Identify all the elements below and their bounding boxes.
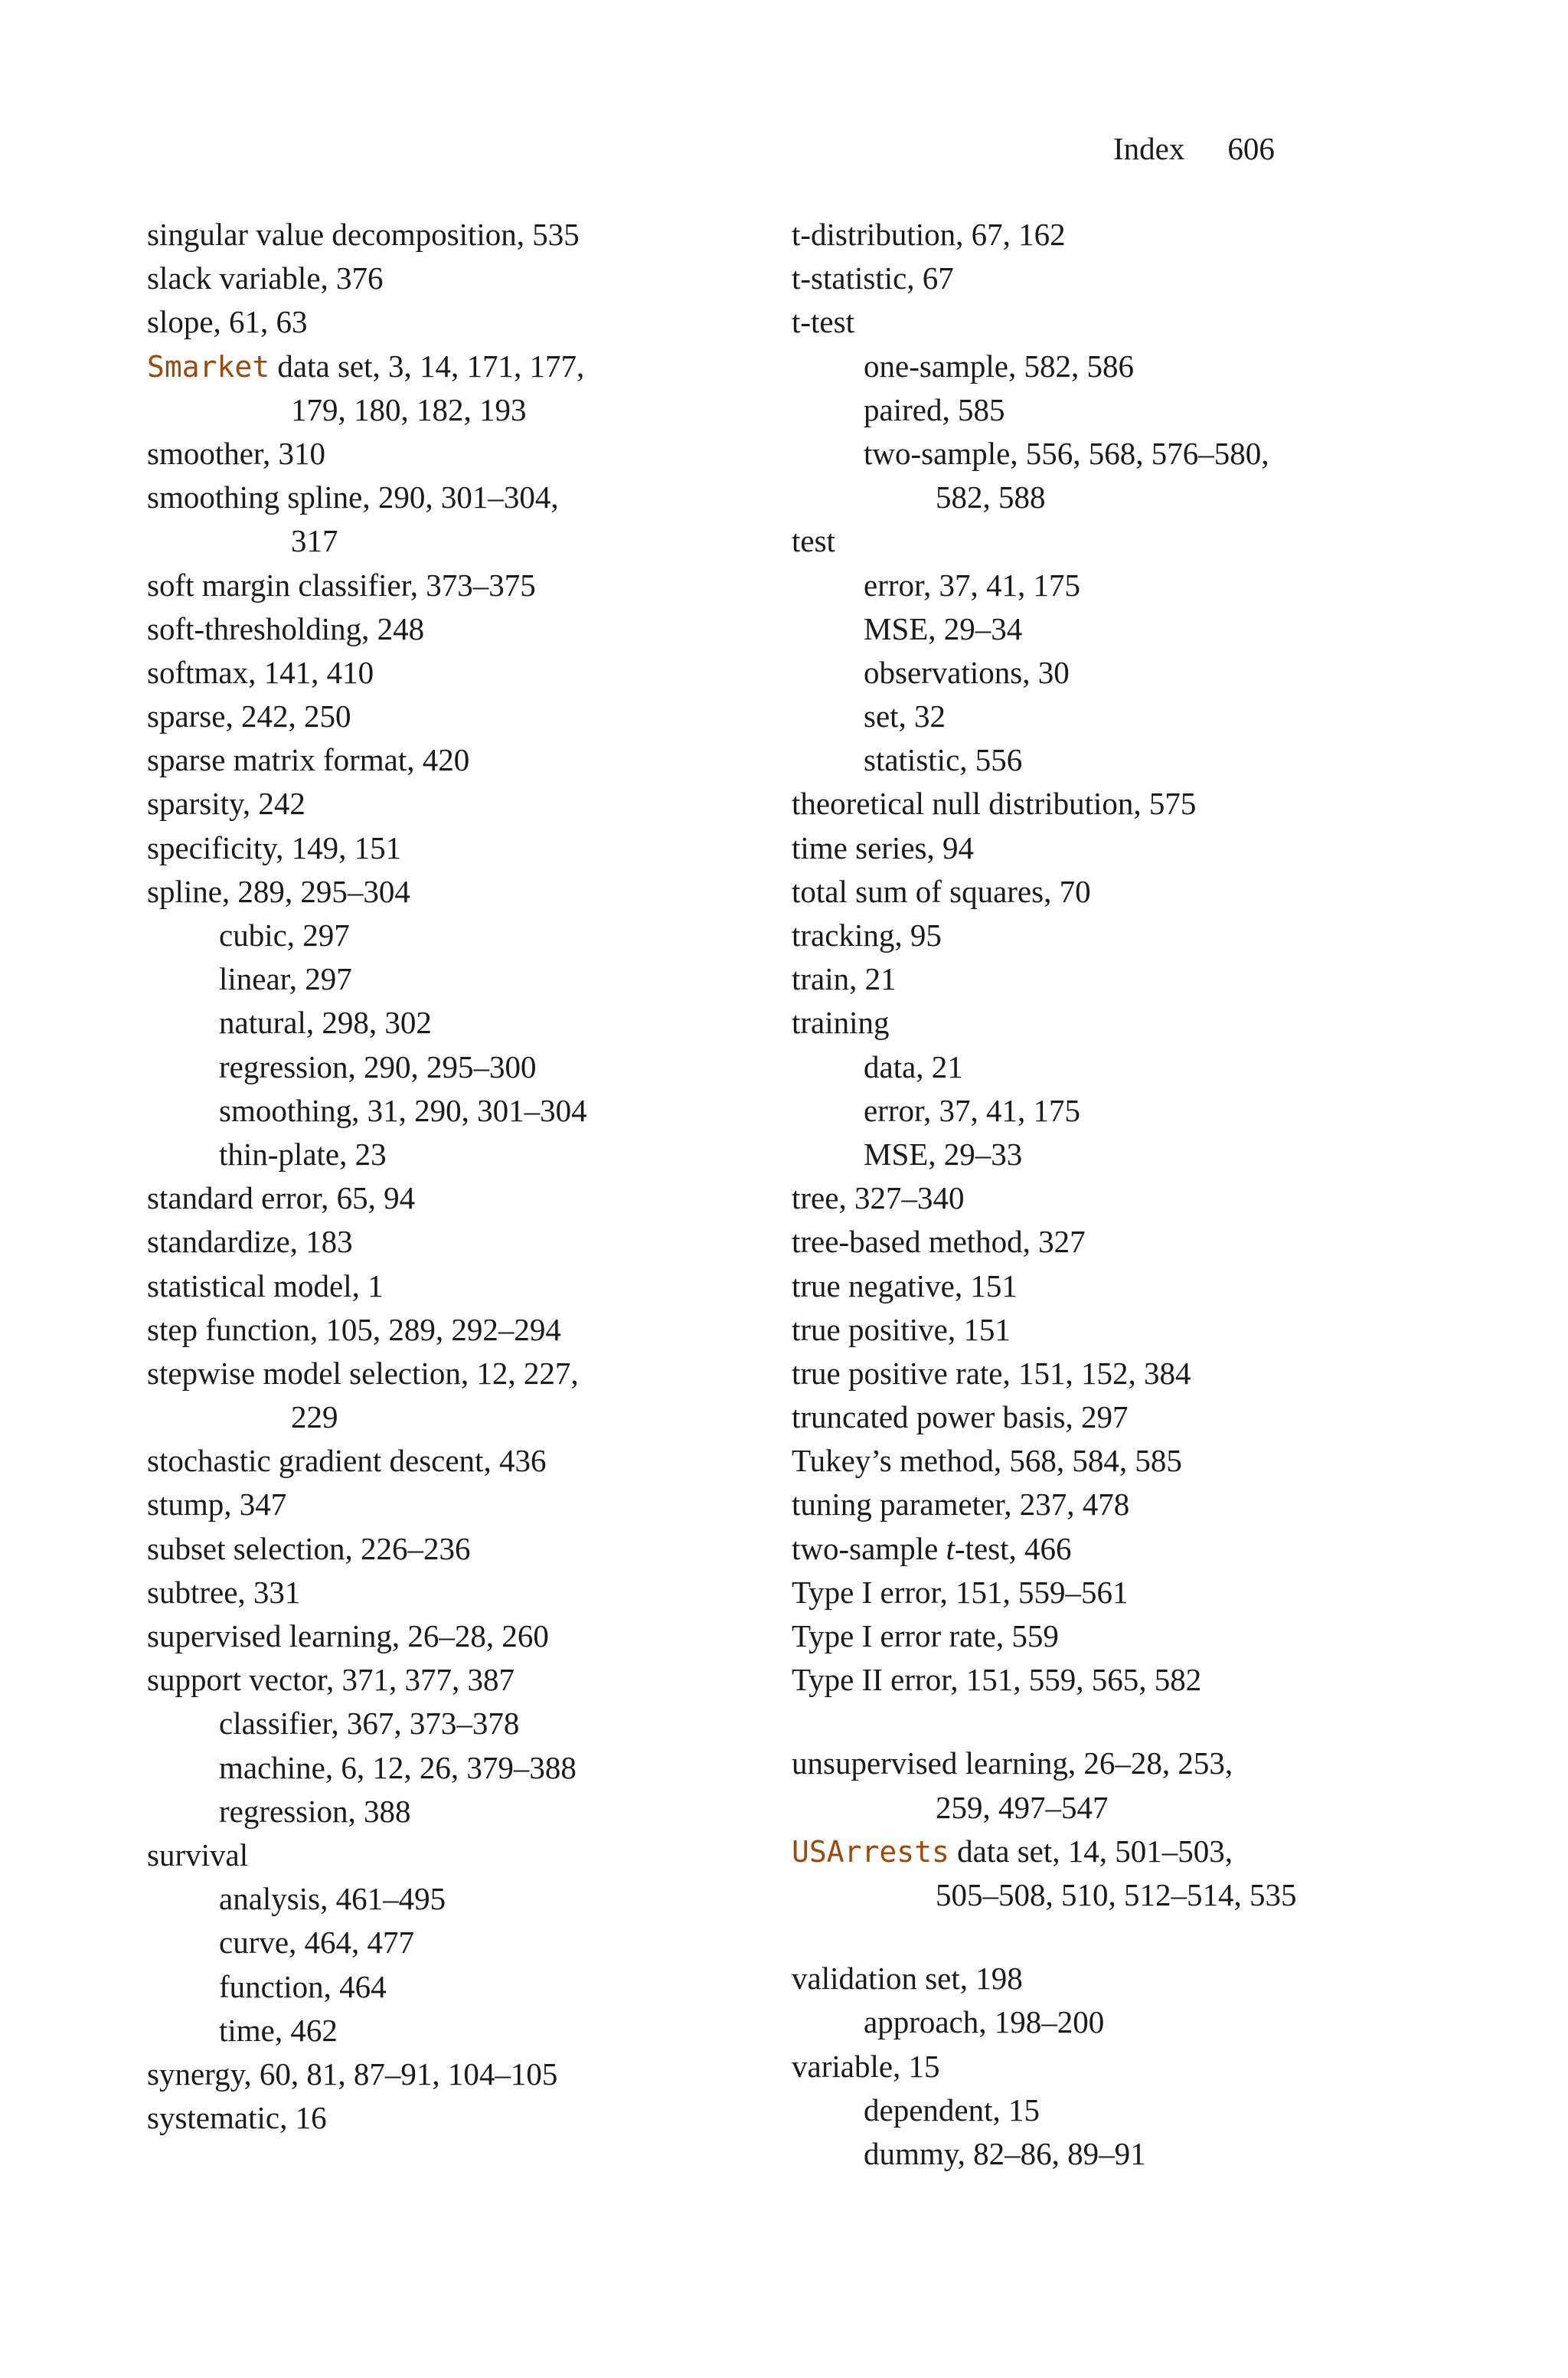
index-entry-text: -test, 466 (954, 1530, 1072, 1566)
index-subentry: curve, 464, 477 (219, 1925, 415, 1961)
header-section-title: Index (1113, 131, 1185, 166)
index-entry-text: two-sample (792, 1530, 946, 1566)
index-entry (792, 1830, 1389, 1873)
index-entry: support vector, 371, 377, 387 (147, 1662, 515, 1698)
index-subentry: two-sample, 556, 568, 576–580, (864, 435, 1269, 471)
index-entry: subtree, 331 (147, 1574, 301, 1610)
index-subentry: error, 37, 41, 175 (864, 1092, 1081, 1128)
index-entry: theoretical null distribution, 575 (792, 786, 1197, 822)
index-entry: standard error, 65, 94 (147, 1180, 416, 1216)
index-subentry: one-sample, 582, 586 (864, 348, 1134, 384)
index-entry: statistical model, 1 (147, 1268, 384, 1303)
index-entry: step function, 105, 289, 292–294 (147, 1311, 561, 1347)
index-subentry: dependent, 15 (864, 2092, 1040, 2128)
index-entry: soft-thresholding, 248 (147, 610, 425, 646)
index-entry: subset selection, 226–236 (147, 1530, 471, 1566)
index-entry: tuning parameter, 237, 478 (792, 1487, 1130, 1523)
index-entry: true positive rate, 151, 152, 384 (792, 1355, 1191, 1391)
index-subentry: error, 37, 41, 175 (864, 567, 1081, 603)
index-subentry: time, 462 (219, 2012, 338, 2048)
index-subentry: function, 464 (219, 1968, 387, 2004)
index-entry: Type I error, 151, 559–561 (792, 1574, 1129, 1610)
index-entry: t-statistic, 67 (792, 260, 954, 296)
index-entry-continuation: 582, 588 (936, 479, 1046, 515)
index-subentry: smoothing, 31, 290, 301–304 (219, 1092, 587, 1128)
page-number: 606 (1227, 131, 1275, 166)
index-entry: Type II error, 151, 559, 565, 582 (792, 1662, 1202, 1698)
index-entry: Type I error rate, 559 (792, 1618, 1059, 1653)
index-entry: unsupervised learning, 26–28, 253, (792, 1745, 1233, 1781)
index-subentry: natural, 298, 302 (219, 1005, 432, 1041)
index-entry: test (792, 523, 835, 559)
index-entry: t-distribution, 67, 162 (792, 217, 1066, 252)
index-entry: softmax, 141, 410 (147, 654, 374, 690)
index-entry: truncated power basis, 297 (792, 1399, 1129, 1435)
index-entry: validation set, 198 (792, 1961, 1023, 1997)
index-entry: systematic, 16 (147, 2100, 327, 2136)
index-subentry: machine, 6, 12, 26, 379–388 (219, 1749, 577, 1785)
index-column-left (147, 213, 683, 2140)
index-entry (147, 345, 683, 388)
index-entry: slope, 61, 63 (147, 304, 308, 340)
index-entry: stochastic gradient descent, 436 (147, 1443, 547, 1479)
index-subentry: linear, 297 (219, 961, 352, 997)
index-entry: tree-based method, 327 (792, 1224, 1086, 1260)
index-entry: true negative, 151 (792, 1268, 1018, 1303)
index-entry: smoother, 310 (147, 435, 325, 471)
dataset-name: USArrests (792, 1834, 949, 1869)
index-subentry: statistic, 556 (864, 742, 1023, 778)
index-entry: smoothing spline, 290, 301–304, (147, 479, 559, 515)
index-subentry: thin-plate, 23 (219, 1136, 387, 1172)
index-entry: time series, 94 (792, 829, 974, 865)
index-entry: total sum of squares, 70 (792, 873, 1091, 909)
index-entry: t-test (792, 304, 854, 340)
index-subentry: analysis, 461–495 (219, 1881, 446, 1917)
index-entry: Tukey’s method, 568, 584, 585 (792, 1443, 1182, 1479)
index-subentry: observations, 30 (864, 654, 1070, 690)
index-entry: slack variable, 376 (147, 260, 384, 296)
index-entry: tracking, 95 (792, 918, 942, 953)
index-subentry: regression, 388 (219, 1793, 411, 1829)
math-symbol: t (946, 1530, 955, 1566)
index-entry: supervised learning, 26–28, 260 (147, 1618, 549, 1653)
index-entry: specificity, 149, 151 (147, 829, 402, 865)
index-entry: sparse, 242, 250 (147, 698, 351, 734)
index-entry-continuation: 179, 180, 182, 193 (291, 391, 527, 427)
index-entry-continuation: 317 (291, 523, 338, 559)
index-entry: variable, 15 (792, 2048, 940, 2084)
index-entry: train, 21 (792, 961, 897, 997)
index-subentry: dummy, 82–86, 89–91 (864, 2135, 1146, 2171)
running-header (1113, 127, 1275, 170)
index-subentry: regression, 290, 295–300 (219, 1048, 537, 1084)
index-subentry: paired, 585 (864, 391, 1005, 427)
index-subentry: approach, 198–200 (864, 2004, 1105, 2040)
index-subentry: set, 32 (864, 698, 946, 734)
index-subentry: data, 21 (864, 1048, 963, 1084)
index-entry: training (792, 1005, 890, 1041)
index-entry: standardize, 183 (147, 1224, 353, 1260)
dataset-name: Smarket (147, 349, 270, 384)
index-entry: tree, 327–340 (792, 1180, 965, 1216)
index-column-right (792, 213, 1389, 2176)
index-entry: singular value decomposition, 535 (147, 217, 580, 252)
index-subentry: MSE, 29–33 (864, 1136, 1023, 1172)
index-entry-continuation: 229 (291, 1399, 338, 1435)
index-entry: stump, 347 (147, 1487, 287, 1523)
index-entry: spline, 289, 295–304 (147, 873, 410, 909)
index-entry-continuation: 259, 497–547 (936, 1789, 1109, 1825)
index-subentry: MSE, 29–34 (864, 610, 1023, 646)
index-entry: synergy, 60, 81, 87–91, 104–105 (147, 2056, 558, 2092)
index-entry: soft margin classifier, 373–375 (147, 567, 536, 603)
index-subentry: classifier, 367, 373–378 (219, 1706, 520, 1742)
index-entry-continuation: 505–508, 510, 512–514, 535 (936, 1876, 1297, 1912)
index-subentry: cubic, 297 (219, 918, 350, 953)
index-entry-text: data set, 14, 501–503, (949, 1833, 1233, 1869)
index-entry: sparsity, 242 (147, 786, 305, 822)
index-entry-text: data set, 3, 14, 171, 177, (270, 348, 585, 384)
index-entry: stepwise model selection, 12, 227, (147, 1355, 579, 1391)
index-entry: true positive, 151 (792, 1311, 1011, 1347)
index-entry: survival (147, 1837, 249, 1873)
index-entry (792, 1527, 1389, 1571)
index-entry: sparse matrix format, 420 (147, 742, 470, 778)
